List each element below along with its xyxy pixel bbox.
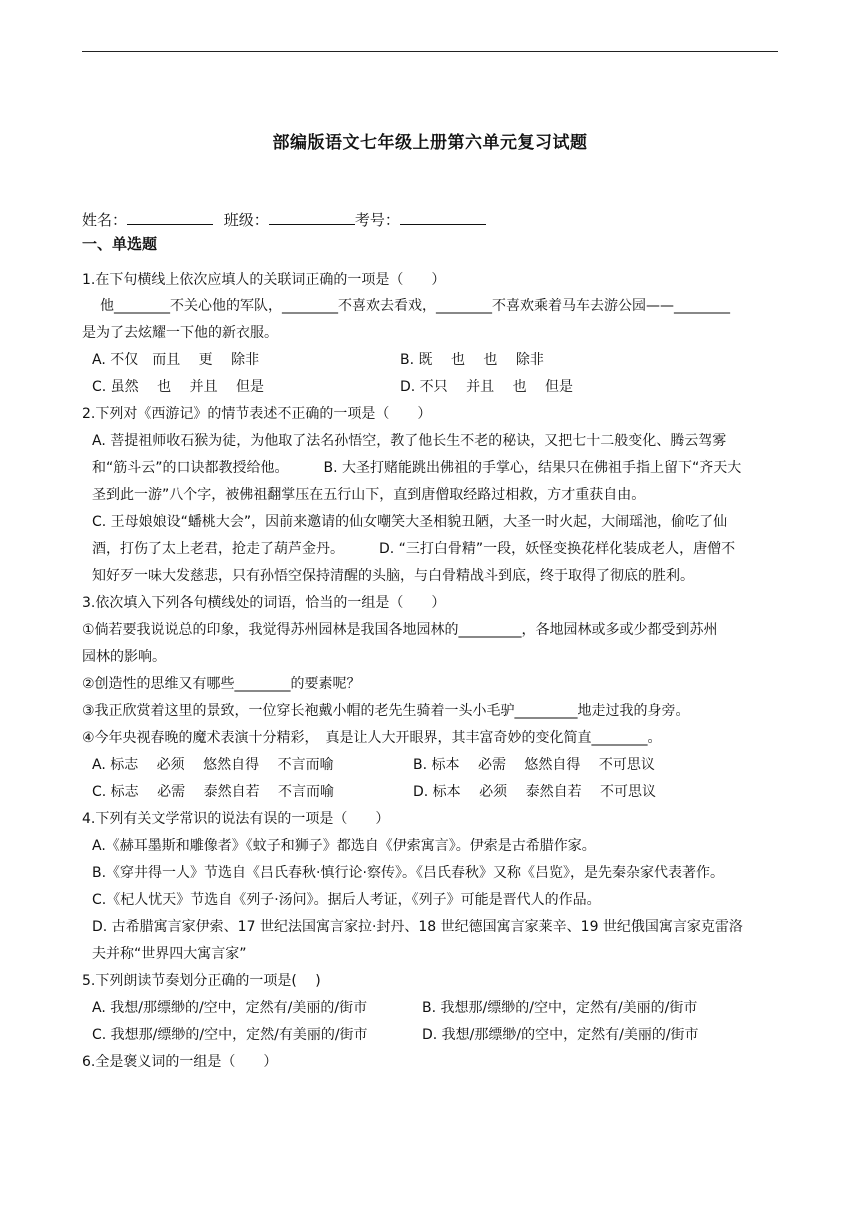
question-5-option-b[interactable]: B. 我想那/缥缈的/空中，定然有/美丽的/街市 (422, 1000, 698, 1016)
question-5-option-a[interactable]: A. 我想/那缥缈的/空中，定然有/美丽的/街市 (92, 1000, 368, 1016)
question-1-option-a[interactable]: A. 不仅 而且 更 除非 (92, 352, 260, 368)
question-3-option-d[interactable]: D. 标本 必须 泰然自若 不可思议 (413, 784, 657, 800)
question-2-line: 酒，打伤了太上老君，抢走了葫芦金丹。 D. “三打白骨精”一段，妖怪变换花样化装成老人，唐僧不 (92, 541, 736, 557)
question-5-option-d[interactable]: D. 我想/那缥缈/的空中，定然有/美丽的/街市 (422, 1027, 699, 1043)
question-1-passage-line: 是为了去炫耀一下他的新衣服。 (82, 325, 278, 341)
question-4-option-d-cont: 夫并称“世界四大寓言家” (92, 946, 247, 962)
question-3-option-a[interactable]: A. 标志 必须 悠然自得 不言而喻 (92, 757, 334, 773)
header-fields (82, 210, 486, 230)
question-2-stem: 2.下列对《西游记》的情节表述不正确的一项是（ ） (82, 406, 432, 422)
question-3-line: ③我正欣赏着这里的景致，一位穿长袍戴小帽的老先生骑着一头小毛驴_________地走过我的身旁。 (82, 703, 690, 719)
section-heading: 一、单选题 (82, 235, 158, 253)
question-1-stem: 1.在下句横线上依次应填人的关联词正确的一项是（ ） (82, 272, 446, 288)
page-title: 部编版语文七年级上册第六单元复习试题 (272, 133, 588, 153)
question-5-stem: 5.下列朗读节奏划分正确的一项是( ) (82, 973, 321, 989)
question-4-option-a[interactable]: A.《赫耳墨斯和雕像者》《蚊子和狮子》都选自《伊索寓言》。伊索是古希腊作家。 (92, 838, 596, 854)
question-6-stem: 6.全是褒义词的一组是（ ） (82, 1054, 278, 1070)
question-2-line: C. 王母娘娘设“蟠桃大会”，因前来邀请的仙女嘲笑大圣相貌丑陋，大圣一时火起，大闹瑶池，偷吃了仙 (92, 514, 728, 530)
question-1-passage-line: 他________不关心他的军队，________不喜欢去看戏，________不喜欢乘着马车去游公园——________ (100, 298, 730, 314)
question-1-option-d[interactable]: D. 不只 并且 也 但是 (400, 379, 574, 395)
question-4-option-d[interactable]: D. 古希腊寓言家伊索、17 世纪法国寓言家拉·封丹、18 世纪德国寓言家莱辛、19 世纪俄国寓言家克雷洛 (92, 919, 743, 935)
number-label: 考号： (354, 211, 400, 229)
class-label: 班级： (223, 211, 269, 229)
question-4-stem: 4.下列有关文学常识的说法有误的一项是（ ） (82, 811, 390, 827)
question-2-line: 知好歹一味大发慈悲，只有孙悟空保持清醒的头脑，与白骨精战斗到底，终于取得了彻底的胜利。 (92, 568, 694, 584)
question-1-option-c[interactable]: C. 虽然 也 并且 但是 (92, 379, 265, 395)
question-3-line: ①倘若要我说说总的印象，我觉得苏州园林是我国各地园林的_________，各地园林或多或少都受到苏州 (82, 622, 718, 638)
question-2-line: 圣到此一游”八个字，被佛祖翻掌压在五行山下，直到唐僧取经路过相救，方才重获自由。 (92, 487, 646, 503)
question-4-option-c[interactable]: C.《杞人忧天》节选自《列子·汤问》。据后人考证，《列子》可能是晋代人的作品。 (92, 892, 601, 908)
question-3-line: ④今年央视春晚的魔术表演十分精彩， 真是让人大开眼界，其丰富奇妙的变化简直________。 (82, 730, 662, 746)
question-1-option-b[interactable]: B. 既 也 也 除非 (400, 352, 544, 368)
question-3-stem: 3.依次填入下列各句横线处的词语，恰当的一组是（ ） (82, 595, 446, 611)
question-3-option-c[interactable]: C. 标志 必需 泰然自若 不言而喻 (92, 784, 335, 800)
question-3-line: 园林的影响。 (82, 649, 166, 665)
name-field[interactable] (127, 210, 213, 225)
question-5-option-c[interactable]: C. 我想那/缥缈的/空中，定然/有美丽的/街市 (92, 1027, 368, 1043)
question-2-line: 和“筋斗云”的口诀都教授给他。 B. 大圣打赌能跳出佛祖的手掌心，结果只在佛祖手指上留下“齐天大 (92, 460, 742, 476)
question-3-option-b[interactable]: B. 标本 必需 悠然自得 不可思议 (413, 757, 655, 773)
question-2-line: A. 菩提祖师收石猴为徒，为他取了法名孙悟空，教了他长生不老的秘诀，又把七十二般变化、腾云驾雾 (92, 433, 727, 449)
question-3-line: ②创造性的思维又有哪些________的要素呢？ (82, 676, 361, 692)
number-field[interactable] (400, 210, 486, 225)
class-field[interactable] (269, 210, 355, 225)
top-rule (82, 51, 778, 52)
name-label: 姓名： (82, 211, 128, 229)
question-4-option-b[interactable]: B.《穿井得一人》节选自《吕氏春秋·慎行论·察传》。《吕氏春秋》又称《吕览》，是先秦杂家代表著作。 (92, 865, 724, 881)
